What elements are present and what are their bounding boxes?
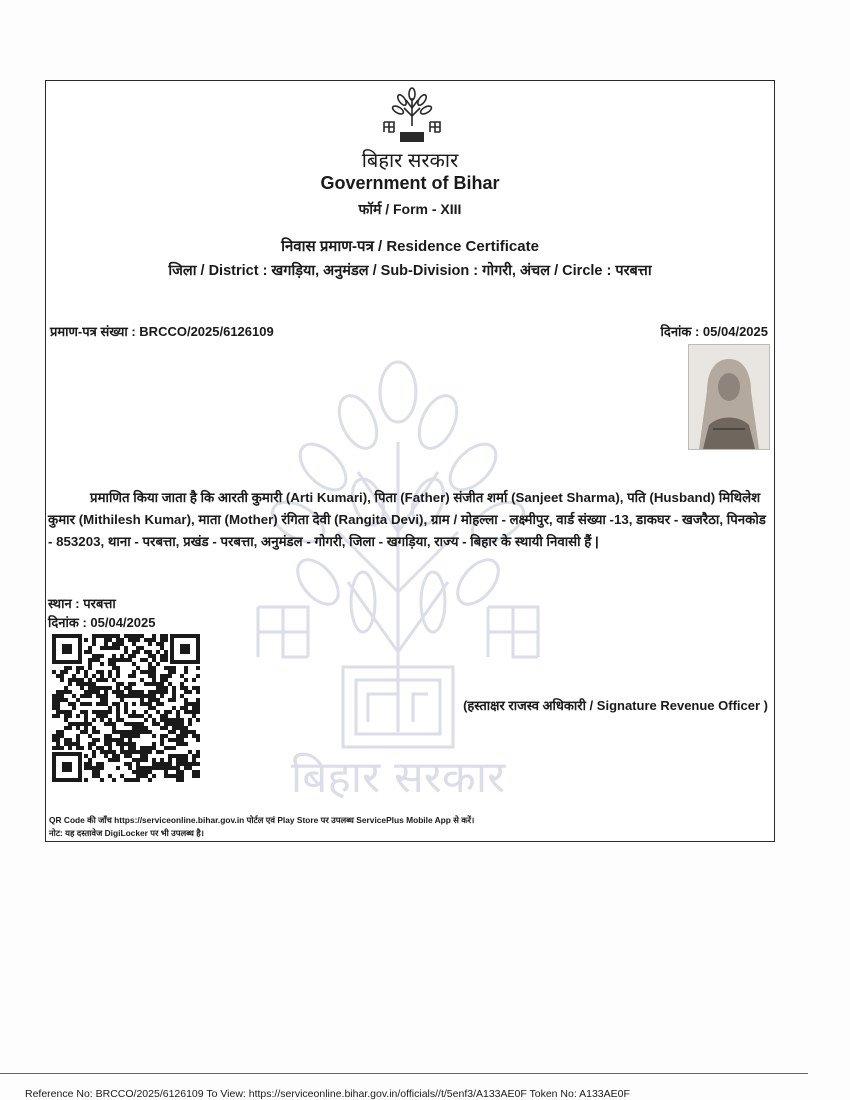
hindi-title: बिहार सरकार <box>361 150 459 172</box>
certificate-date: दिनांक : 05/04/2025 <box>660 324 768 339</box>
government-title: Government of Bihar <box>320 173 500 193</box>
place: स्थान : परबत्ता <box>48 596 116 611</box>
signature-label: (हस्ताक्षर राजस्व अधिकारी / Signature Revenue Officer ) <box>463 698 768 713</box>
issue-date: दिनांक : 05/04/2025 <box>48 615 156 630</box>
watermark-text: बिहार सरकार <box>290 752 506 802</box>
digilocker-note: नोट: यह दस्तावेज DigiLocker पर भी उपलब्ध है। <box>49 828 204 838</box>
reference-line: Reference No: BRCCO/2025/6126109 To View: https://serviceonline.bihar.gov.in/officials//t/5enf3/A133AE0F Token No: A133AE0F <box>25 1088 630 1100</box>
qr-code[interactable] <box>52 634 200 782</box>
certificate-body: प्रमाणित किया जाता है कि आरती कुमारी (Arti Kumari), पिता (Father) संजीत शर्मा (Sanjeet Sharma), पति (Husband) मिथिलेश कुमार (Mithilesh Kumar), माता (Mother) रंगिता देवी (Rangita Devi), ग्राम / मोहल्ला - लक्ष्मीपुर, वार्ड संख्या -13, डाकघर - खजरैठा, पिनकोड - 853203, थाना - परबत्ता, प्रखंड - परबत्ता, अनुमंडल - गोगरी, जिला - खगड़िया, राज्य - बिहार के स्थायी निवासी हैं | <box>48 490 766 549</box>
applicant-photo <box>688 344 770 450</box>
qr-verification-note: QR Code की जाँच https://serviceonline.bihar.gov.in पोर्टल एवं Play Store पर उपलब्ध ServicePlus Mobile App से करें। <box>49 815 475 825</box>
reference-divider <box>0 1073 808 1074</box>
bihar-emblem-icon <box>380 86 444 144</box>
form-number: फॉर्म / Form - XIII <box>358 201 462 217</box>
location-line: जिला / District : खगड़िया, अनुमंडल / Sub-Division : गोगरी, अंचल / Circle : परबत्ता <box>168 263 652 279</box>
bodhi-tree-watermark-icon <box>248 352 548 802</box>
certificate-number: प्रमाण-पत्र संख्या : BRCCO/2025/6126109 <box>50 324 274 339</box>
certificate-title: निवास प्रमाण-पत्र / Residence Certificate <box>281 238 539 255</box>
